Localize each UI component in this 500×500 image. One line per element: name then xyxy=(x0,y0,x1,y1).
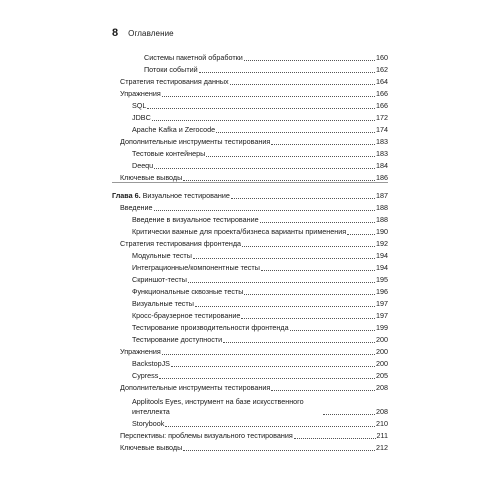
toc-entry-page: 166 xyxy=(376,89,388,98)
dot-leader xyxy=(206,156,375,157)
toc-entry xyxy=(120,77,388,87)
toc-entry-title xyxy=(112,191,230,201)
toc-entry-page: 183 xyxy=(376,137,388,146)
toc-entry xyxy=(132,149,388,159)
toc-entry xyxy=(144,53,388,63)
toc-entry xyxy=(132,251,388,261)
dot-leader xyxy=(154,210,375,211)
toc-entry-title: Скриншот-тесты xyxy=(132,275,187,284)
dot-leader xyxy=(159,378,375,379)
dot-leader xyxy=(162,96,375,97)
section-title: Оглавление xyxy=(128,28,174,38)
toc-entry-page: 188 xyxy=(376,215,388,224)
toc-entry-page: 190 xyxy=(376,227,388,236)
dot-leader xyxy=(241,318,375,319)
toc-entry-page: 172 xyxy=(376,113,388,122)
toc-entry xyxy=(120,137,388,147)
toc-entry xyxy=(132,275,388,285)
toc-entry-title: Кросс-браузерное тестирование xyxy=(132,311,241,320)
toc-entry-page: 194 xyxy=(376,263,388,272)
toc-entry-page: 184 xyxy=(376,161,388,170)
dot-leader xyxy=(294,438,376,439)
toc-entry xyxy=(132,371,388,381)
toc-entry-title: Дополнительные инструменты тестирования xyxy=(120,383,271,392)
toc-entry xyxy=(132,227,388,237)
toc-entry-page: 199 xyxy=(376,323,388,332)
page-number: 8 xyxy=(112,27,119,39)
toc-entry xyxy=(120,239,388,249)
toc-entry-title: Дополнительные инструменты тестирования xyxy=(120,137,271,146)
toc-entry-title: Storybook xyxy=(132,419,165,428)
toc-entry xyxy=(132,125,388,135)
toc-entry xyxy=(132,395,388,417)
toc-entry-title: Тестирование производительности фронтенда xyxy=(132,323,289,332)
dot-leader xyxy=(260,222,375,223)
toc-entry-title: Введение в визуальное тестирование xyxy=(132,215,259,224)
toc-entry xyxy=(132,323,388,333)
toc-entry-page: 197 xyxy=(376,299,388,308)
toc-entry xyxy=(120,203,388,213)
toc-entry-title: Введение xyxy=(120,203,153,212)
dot-leader xyxy=(231,198,375,199)
toc-entry-page: 186 xyxy=(376,173,388,182)
toc-entry xyxy=(144,65,388,75)
toc-entry-page: 195 xyxy=(376,275,388,284)
toc-entry-title: SQL xyxy=(132,101,147,110)
toc-entry-title: Системы пакетной обработки xyxy=(144,53,243,62)
toc-entry xyxy=(132,215,388,225)
toc-entry-title: Apache Kafka и Zerocode xyxy=(132,125,216,134)
toc-entry-page: 194 xyxy=(376,251,388,260)
toc-entry-title: Упражнения xyxy=(120,347,161,356)
toc-entry-page: 196 xyxy=(376,287,388,296)
toc-entry-page: 205 xyxy=(376,371,388,380)
toc-entry-page: 200 xyxy=(376,347,388,356)
toc-entry-title: Перспективы: проблемы визуального тестирования xyxy=(120,431,293,440)
toc-entry xyxy=(120,443,388,453)
toc-entry xyxy=(132,161,388,171)
toc-entry xyxy=(132,359,388,369)
toc-entry xyxy=(132,263,388,273)
dot-leader xyxy=(147,108,375,109)
dot-leader xyxy=(152,120,375,121)
dot-leader xyxy=(162,354,375,355)
dot-leader xyxy=(183,180,375,181)
dot-leader xyxy=(183,450,375,451)
toc-entry xyxy=(132,299,388,309)
chapter-title: Визуальное тестирование xyxy=(142,191,230,200)
toc-entry xyxy=(120,431,388,441)
toc-entry-title: Тестовые контейнеры xyxy=(132,149,206,158)
toc-entry-title: Cypress xyxy=(132,371,159,380)
toc-entry-title: Стратегия тестирования данных xyxy=(120,77,229,86)
toc-entry-title: JDBC xyxy=(132,113,151,122)
toc-entry-title: Упражнения xyxy=(120,89,161,98)
toc-entry xyxy=(132,311,388,321)
toc-entry-title: Потоки событий xyxy=(144,65,198,74)
toc-entry xyxy=(120,89,388,99)
toc-entry-title: BackstopJS xyxy=(132,359,170,368)
toc-entry-title: Стратегия тестирования фронтенда xyxy=(120,239,242,248)
toc-entry xyxy=(132,335,388,345)
dot-leader xyxy=(347,234,375,235)
toc-entry xyxy=(132,113,388,123)
dot-leader xyxy=(244,60,375,61)
toc-entry-page: 200 xyxy=(376,335,388,344)
toc-entry-page: 212 xyxy=(376,443,388,452)
toc-entry-page: 160 xyxy=(376,53,388,62)
dot-leader xyxy=(193,258,375,259)
toc-entry-page: 183 xyxy=(376,149,388,158)
toc-entry-title: Deequ xyxy=(132,161,154,170)
toc-entry-page: 188 xyxy=(376,203,388,212)
toc-entry-page: 162 xyxy=(376,65,388,74)
toc-entry-page: 211 xyxy=(376,431,388,440)
toc-entry-page: 200 xyxy=(376,359,388,368)
toc-entry-title: Визуальные тесты xyxy=(132,299,194,308)
toc-entry-page: 187 xyxy=(376,191,388,200)
dot-leader xyxy=(242,246,375,247)
dot-leader xyxy=(323,414,375,415)
toc-entry-page: 208 xyxy=(376,407,388,416)
dot-leader xyxy=(195,306,375,307)
toc-entry-page: 192 xyxy=(376,239,388,248)
dot-leader xyxy=(271,390,375,391)
toc-entry-title: Applitools Eyes, инструмент на базе искусственного интеллекта xyxy=(132,397,304,416)
dot-leader xyxy=(216,132,375,133)
toc-entry-title: Модульные тесты xyxy=(132,251,192,260)
dot-leader xyxy=(271,144,375,145)
dot-leader xyxy=(171,366,375,367)
toc-entry xyxy=(132,419,388,429)
dot-leader xyxy=(230,84,375,85)
toc-chapter-entry xyxy=(112,191,388,201)
toc-entry-title: Функциональные сквозные тесты xyxy=(132,287,244,296)
toc-entry xyxy=(120,347,388,357)
dot-leader xyxy=(165,426,375,427)
chapter-divider xyxy=(112,182,388,183)
dot-leader xyxy=(199,72,375,73)
dot-leader xyxy=(261,270,375,271)
toc-entry-page: 210 xyxy=(376,419,388,428)
dot-leader xyxy=(223,342,375,343)
toc-entry-title: Тестирование доступности xyxy=(132,335,223,344)
toc-entry-page: 166 xyxy=(376,101,388,110)
toc-entry-page: 197 xyxy=(376,311,388,320)
toc-entry-title: Ключевые выводы xyxy=(120,443,183,452)
dot-leader xyxy=(154,168,375,169)
toc-entry xyxy=(132,101,388,111)
toc-entry-page: 164 xyxy=(376,77,388,86)
toc-entry-title: Интеграционные/компонентные тесты xyxy=(132,263,260,272)
toc-entry xyxy=(132,287,388,297)
toc-entry-page: 174 xyxy=(376,125,388,134)
toc-entry-title: Ключевые выводы xyxy=(120,173,183,182)
chapter-label: Глава 6. xyxy=(112,191,141,200)
dot-leader xyxy=(290,330,375,331)
toc-entry-page: 208 xyxy=(376,383,388,392)
toc-entry xyxy=(120,383,388,393)
dot-leader xyxy=(188,282,375,283)
dot-leader xyxy=(244,294,375,295)
toc-entry-title: Критически важные для проекта/бизнеса варианты применения xyxy=(132,227,347,236)
